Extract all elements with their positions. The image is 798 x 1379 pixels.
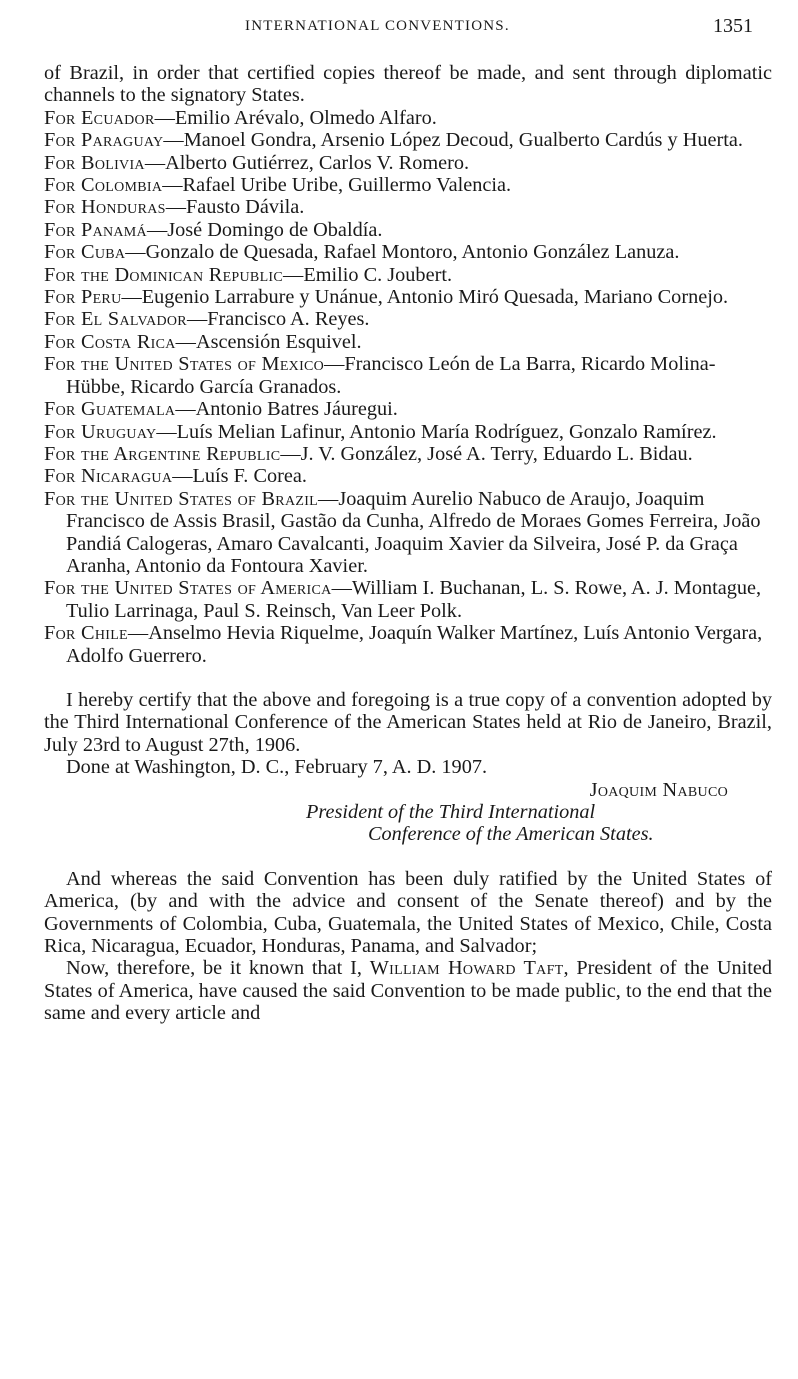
signatory-entry <box>44 219 772 241</box>
signatory-country: For Costa Rica <box>44 330 176 353</box>
signatory-names: —Manoel Gondra, Arsenio López Decoud, Gualberto Cardús y Huerta. <box>163 129 743 152</box>
signatory-country: For the United States of America <box>44 577 332 600</box>
signatory-entry <box>44 443 772 465</box>
section-spacer <box>44 667 772 689</box>
signatory-entry <box>44 129 772 151</box>
signatory-names: —Eugenio Larrabure y Unánue, Antonio Miró Quesada, Mariano Cornejo. <box>121 286 729 309</box>
done-line: Done at Washington, D. C., February 7, A. D. 1907. <box>66 756 488 779</box>
signatory-entry <box>44 488 772 578</box>
signatory-names: —Antonio Batres Jáuregui. <box>175 398 398 421</box>
signatory-country: For Guatemala <box>44 398 176 421</box>
intro-paragraph: of Brazil, in order that certified copies thereof be made, and sent through diplomatic channels to the signatory States. <box>44 62 772 107</box>
signatory-names: —Anselmo Hevia Riquelme, Joaquín Walker Martínez, Luís Antonio Vergara, Adolfo Guerrero. <box>66 622 763 667</box>
signatory-country: For Bolivia <box>44 151 145 174</box>
signatory-country: For Chile <box>44 622 128 645</box>
signatory-names: —Fausto Dávila. <box>165 196 305 219</box>
proclamation-paragraph <box>44 957 772 1024</box>
signatory-country: For the Argentine Republic <box>44 442 281 465</box>
signatory-names: —Joaquim Aurelio Nabuco de Araujo, Joaquim Francisco de Assis Brasil, Gastão da Cunha, Alfredo de Moraes Gomes Ferreira, João Pandiá Calogeras, Amaro Cavalcanti, Joaquim Xavier da Silveira, José P. da Graça Aranha, Antonio da Fontoura Xavier. <box>66 487 761 577</box>
signatory-entry <box>44 196 772 218</box>
signatory-names: —Gonzalo de Quesada, Rafael Montoro, Antonio González Lanuza. <box>125 241 680 264</box>
page-number: 1351 <box>713 15 753 37</box>
ratification-paragraph: And whereas the said Convention has been duly ratified by the United States of America, (by and with the advice and consent of the Senate thereof) and by the Governments of Colombia, Cuba, Guatemala, the United States of Mexico, Chile, Costa Rica, Nicaragua, Ecuador, Honduras, Panama, and Salvador; <box>44 867 772 958</box>
signatory-names: —Emilio Arévalo, Olmedo Alfaro. <box>154 106 437 129</box>
signatory-country: For Panamá <box>44 218 147 241</box>
signatory-entry <box>44 174 772 196</box>
running-title: INTERNATIONAL CONVENTIONS. <box>245 18 510 34</box>
signatory-country: For Uruguay <box>44 420 157 443</box>
signatory-names: —J. V. González, José A. Terry, Eduardo L. Bidau. <box>280 442 693 465</box>
certification-paragraph: I hereby certify that the above and foregoing is a true copy of a convention adopted by the Third International Conference of the American States held at Rio de Janeiro, Brazil, July 23rd to August 27th, 1906. <box>44 688 772 756</box>
signatory-entry <box>44 331 772 353</box>
signatory-country: For Ecuador <box>44 106 155 129</box>
signatory-country: For Honduras <box>44 196 166 219</box>
signatory-entry <box>44 241 772 263</box>
signatory-country: For the Dominican Republic <box>44 263 284 286</box>
signatory-entry <box>44 353 772 398</box>
signatory-country: For the United States of Brazil <box>44 487 319 510</box>
signatory-names: —Rafael Uribe Uribe, Guillermo Valencia. <box>162 174 512 197</box>
signatory-names: —Ascensión Esquivel. <box>175 330 362 353</box>
signatory-entry <box>44 577 772 622</box>
president-name: William Howard Taft <box>369 957 564 980</box>
signer-name: Joaquim Nabuco <box>589 778 728 801</box>
signatory-names: —Emilio C. Joubert. <box>283 263 453 286</box>
signatory-country: For Paraguay <box>44 129 164 152</box>
signatory-entry <box>44 152 772 174</box>
signatory-entry <box>44 622 772 667</box>
body-text <box>44 62 772 1025</box>
signatory-names: —Francisco León de La Barra, Ricardo Molina-Hübbe, Ricardo García Granados. <box>66 353 716 398</box>
running-head <box>0 15 798 44</box>
signer-title-line-2: Conference of the American States. <box>368 823 654 846</box>
signatory-country: For Colombia <box>44 174 163 197</box>
signatory-list <box>44 107 772 667</box>
signatory-entry <box>44 286 772 308</box>
signatory-names: —William I. Buchanan, L. S. Rowe, A. J. Montague, Tulio Larrinaga, Paul S. Reinsch, Van Leer Polk. <box>66 577 762 622</box>
signatory-entry <box>44 264 772 286</box>
signatory-names: —Luís F. Corea. <box>172 465 307 488</box>
signatory-names: —Francisco A. Reyes. <box>186 308 370 331</box>
signatory-entry <box>44 421 772 443</box>
signatory-entry <box>44 465 772 487</box>
proclamation-lead: Now, therefore, be it known that I, <box>66 957 370 980</box>
signatory-country: For Cuba <box>44 241 126 264</box>
signatory-country: For El Salvador <box>44 308 187 331</box>
section-spacer <box>44 846 772 868</box>
signatory-names: —Luís Melian Lafinur, Antonio María Rodríguez, Gonzalo Ramírez. <box>156 420 717 443</box>
signatory-country: For Peru <box>44 286 122 309</box>
proclamation-rest: , President of the United States of America, have caused the said Convention to be made public, to the end that the same and every article and <box>44 957 773 1025</box>
signatory-entry <box>44 107 772 129</box>
signatory-entry <box>44 398 772 420</box>
signatory-country: For Nicaragua <box>44 465 173 488</box>
signatory-country: For the United States of Mexico <box>44 353 325 376</box>
signatory-entry <box>44 308 772 330</box>
signatory-names: —José Domingo de Obaldía. <box>146 218 383 241</box>
signer-title-line-1: President of the Third International <box>306 801 596 823</box>
signatory-names: —Alberto Gutiérrez, Carlos V. Romero. <box>144 151 470 174</box>
